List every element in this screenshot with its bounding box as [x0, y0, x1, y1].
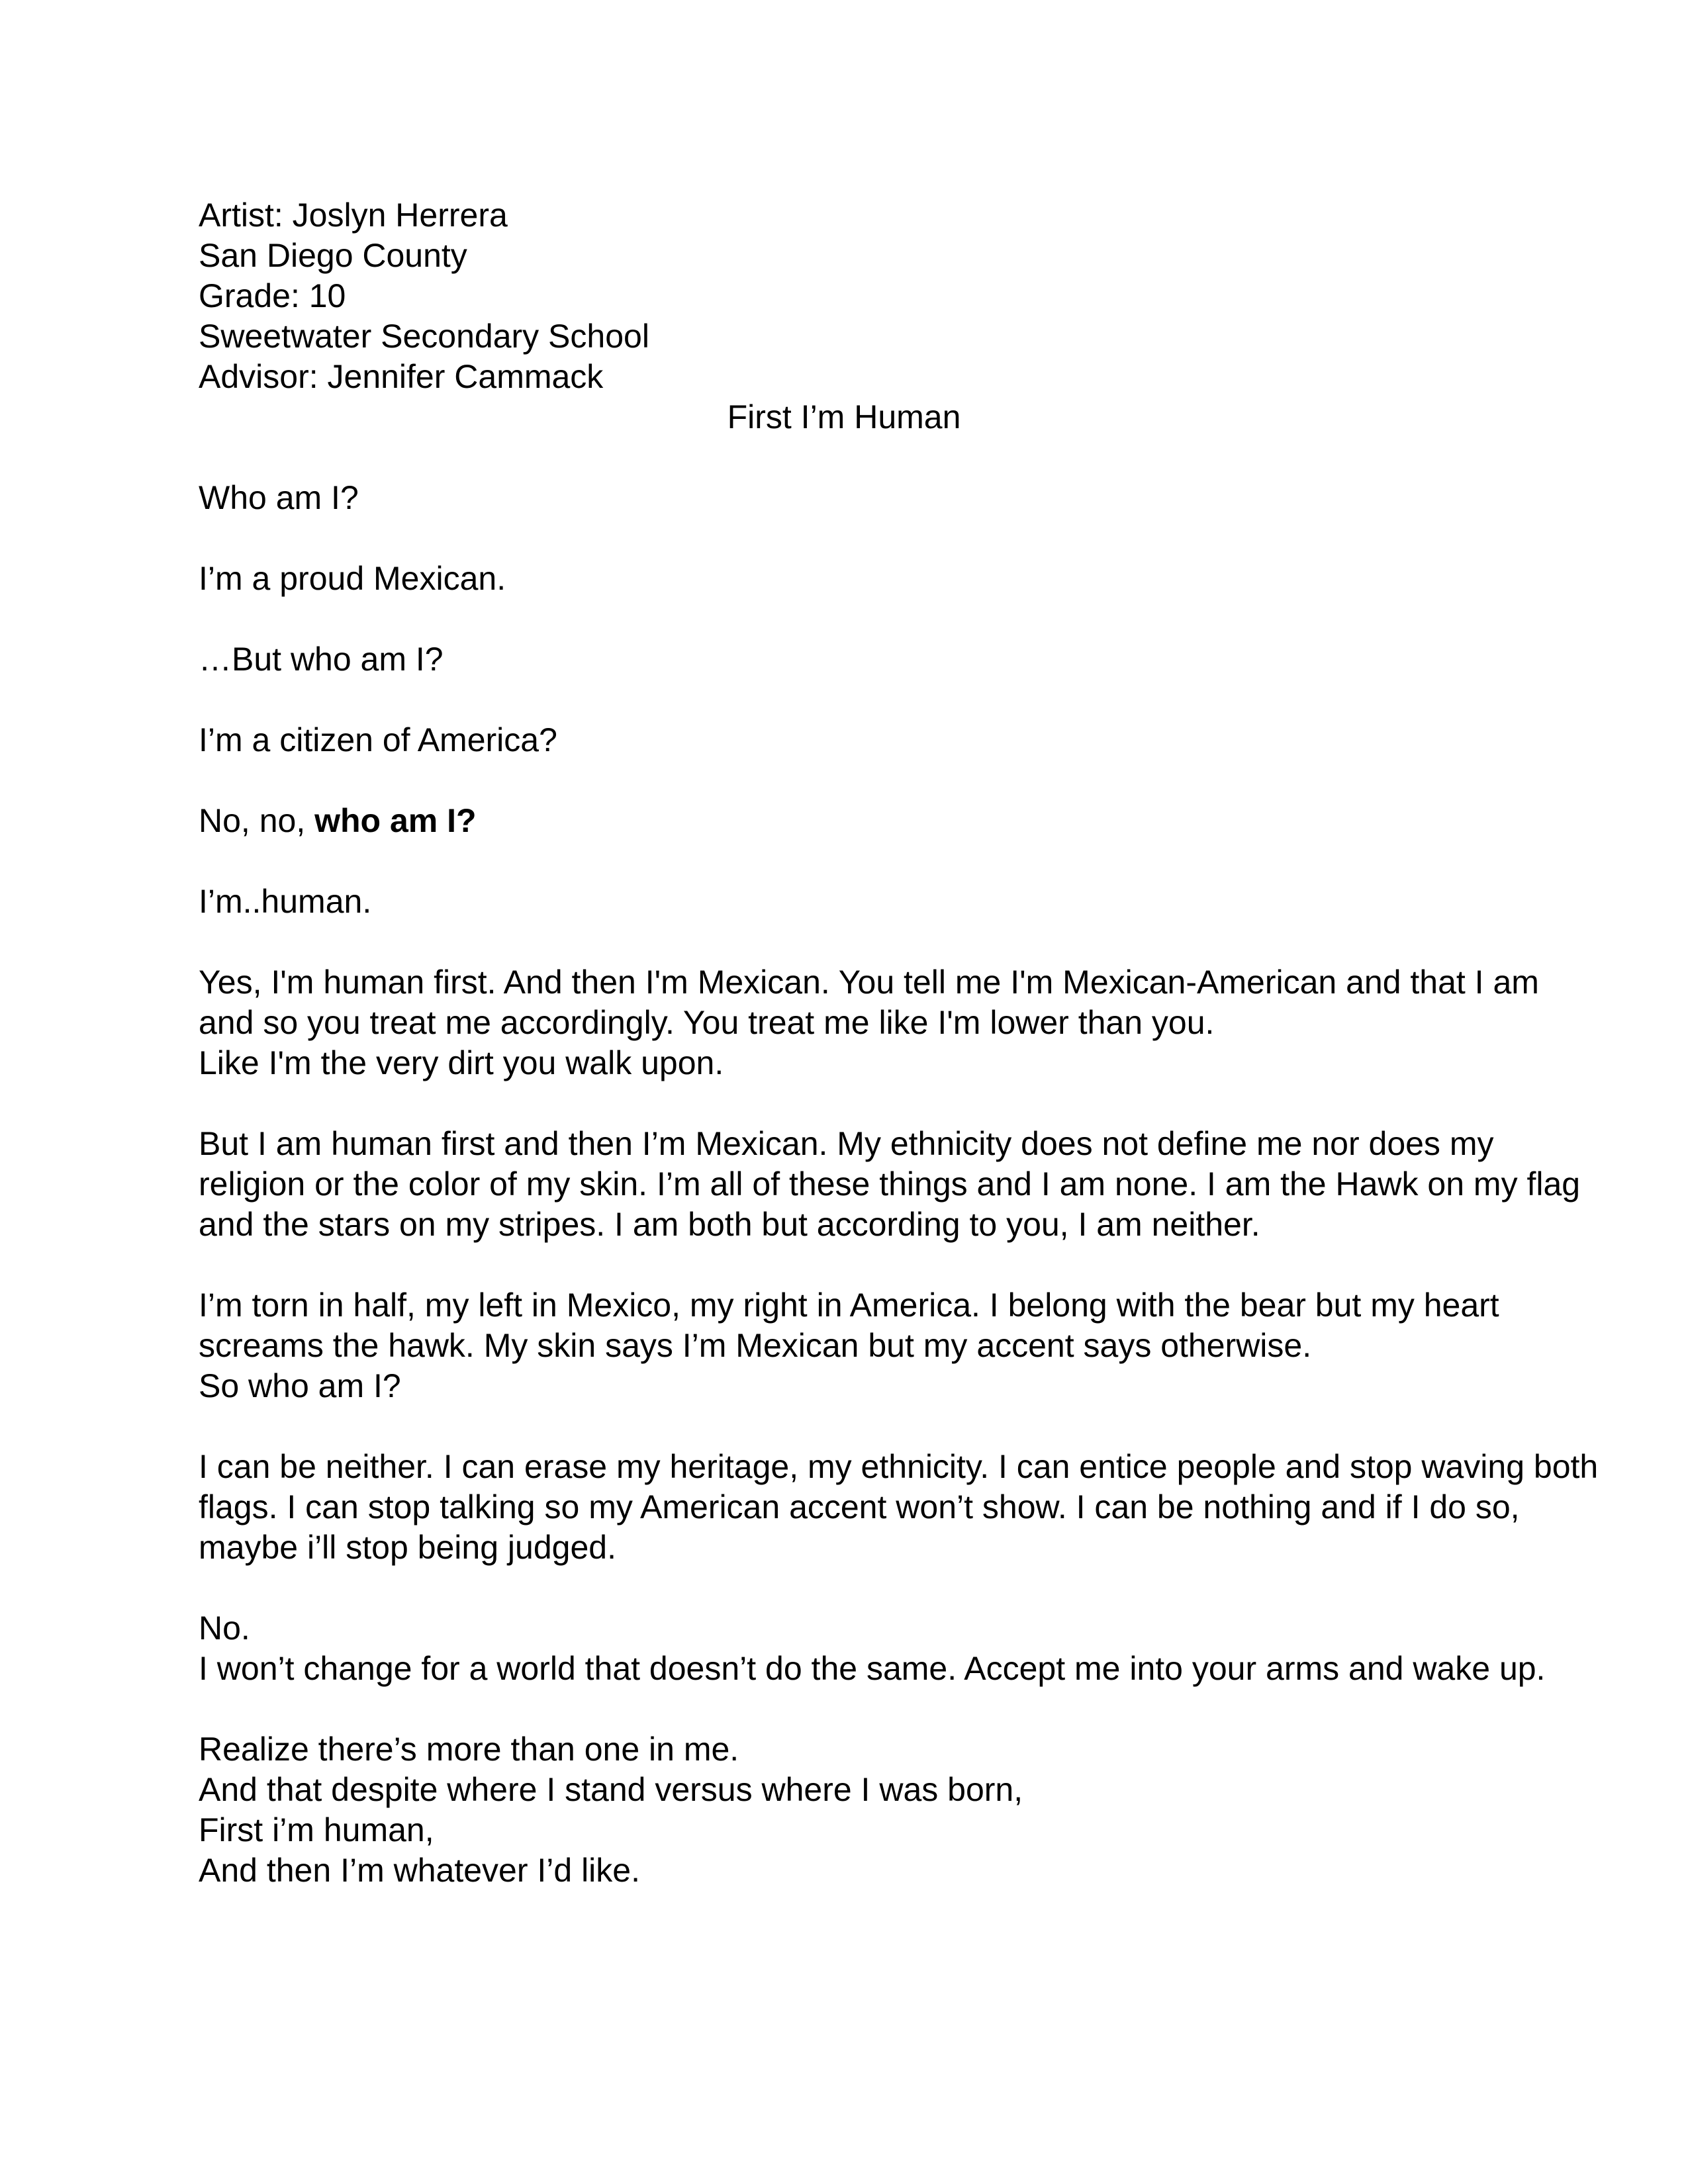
text-line: religion or the color of my skin. I’m all of these things and I am none. I am the Hawk on my flag [199, 1165, 1581, 1203]
stanza [199, 1124, 1581, 1245]
document-content [199, 195, 1599, 1931]
text-line: I’m torn in half, my left in Mexico, my right in America. I belong with the bear but my heart [199, 1287, 1499, 1324]
text-line: I’m a proud Mexican. [199, 560, 506, 597]
text-line: Like I'm the very dirt you walk upon. [199, 1044, 724, 1081]
stanza [199, 962, 1539, 1083]
stanza [199, 639, 1489, 680]
text-line: No. [199, 1610, 250, 1647]
advisor-line: Advisor: Jennifer Cammack [199, 358, 604, 395]
text-line: …But who am I? [199, 641, 444, 678]
text-line [199, 801, 1489, 841]
text-line: Realize there’s more than one in me. [199, 1731, 739, 1768]
text-line: and the stars on my stripes. I am both but according to you, I am neither. [199, 1206, 1260, 1243]
school-line: Sweetwater Secondary School [199, 318, 649, 355]
stanza [199, 559, 1489, 599]
stanza [199, 1729, 1489, 1891]
text-line: Yes, I'm human first. And then I'm Mexican. You tell me I'm Mexican-American and that I am [199, 964, 1539, 1001]
text-line: Who am I? [199, 479, 359, 516]
text-line: I’m..human. [199, 883, 372, 920]
text-line: And that despite where I stand versus where I was born, [199, 1771, 1023, 1808]
stanza [199, 1608, 1546, 1689]
header-block [199, 195, 1489, 437]
text-line: I’m a citizen of America? [199, 721, 557, 758]
text-line: screams the hawk. My skin says I’m Mexican but my accent says otherwise. [199, 1327, 1312, 1364]
stanza [199, 882, 1489, 922]
text-line: I won’t change for a world that doesn’t do the same. Accept me into your arms and wake up. [199, 1650, 1546, 1687]
text-line: And then I’m whatever I’d like. [199, 1852, 640, 1889]
text-line: First i’m human, [199, 1811, 434, 1848]
stanza [199, 801, 1489, 841]
text-run: No, no, [199, 802, 315, 839]
text-line: maybe i’ll stop being judged. [199, 1529, 616, 1566]
text-line: But I am human first and then I’m Mexican. My ethnicity does not define me nor does my [199, 1125, 1494, 1162]
stanza [199, 1447, 1599, 1568]
stanza [199, 720, 1489, 760]
stanza [199, 478, 1489, 518]
text-line: flags. I can stop talking so my American accent won’t show. I can be nothing and if I do so, [199, 1488, 1520, 1525]
text-line: So who am I? [199, 1367, 401, 1404]
county-line: San Diego County [199, 237, 467, 274]
stanza [199, 1285, 1499, 1406]
text-line: I can be neither. I can erase my heritage, my ethnicity. I can entice people and stop waving both [199, 1448, 1599, 1485]
grade-line: Grade: 10 [199, 277, 346, 314]
text-line: and so you treat me accordingly. You treat me like I'm lower than you. [199, 1004, 1215, 1041]
poem-title: First I’m Human [727, 398, 961, 435]
artist-line: Artist: Joslyn Herrera [199, 197, 508, 234]
bold-text-run: who am I? [314, 802, 477, 839]
